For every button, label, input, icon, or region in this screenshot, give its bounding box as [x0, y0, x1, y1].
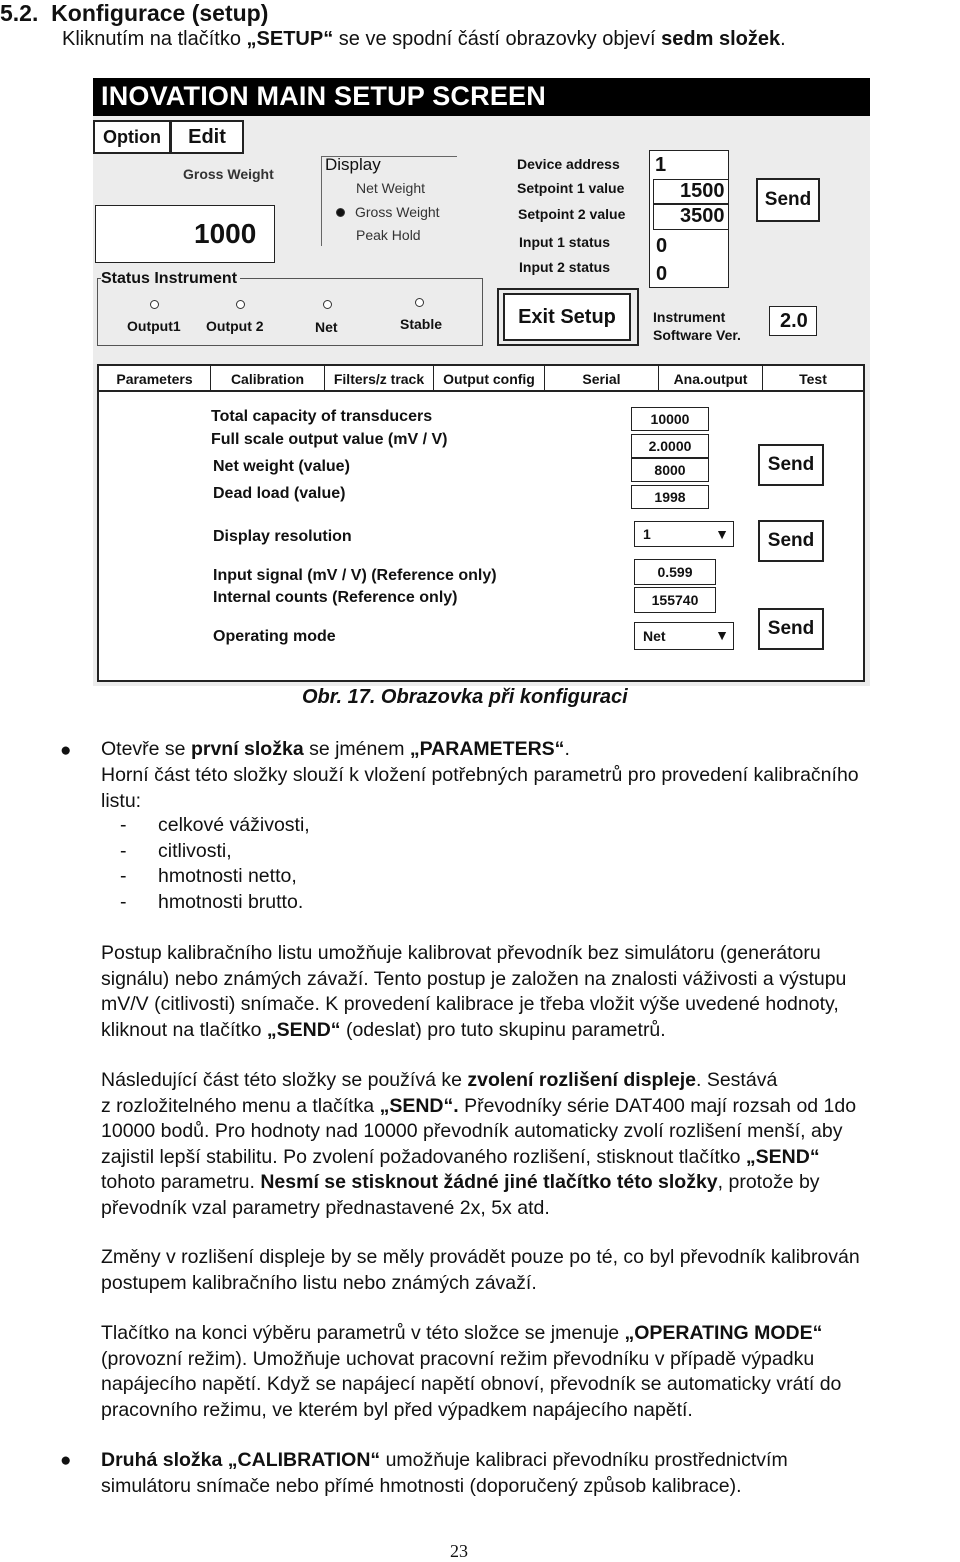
option-menu[interactable]: Option [93, 120, 171, 154]
p3-l2-pre: z rozložitelného menu a tlačítka [101, 1094, 380, 1117]
p2-l4-emph: „SEND“ [266, 1018, 341, 1041]
dash-3: - [120, 865, 127, 887]
bullet-dot-icon-2: ● [60, 1450, 72, 1471]
intro-text [62, 28, 786, 51]
intro-pre: Kliknutím na tlačítko [62, 28, 247, 50]
tab-output-config[interactable]: Output config [434, 366, 545, 392]
p3-l5-emph: Nesmí se stisknout žádné jiné tlačítko této složky [260, 1171, 718, 1193]
status-group [97, 278, 483, 346]
stable-indicator [415, 298, 424, 307]
output2-indicator [236, 300, 245, 309]
p2-line-1: Postup kalibračního listu umožňuje kalibrovat převodník bez simulátoru (generátoru [101, 942, 821, 964]
tab-calibration[interactable]: Calibration [211, 366, 325, 392]
full-scale-label: Full scale output value (mV / V) [211, 431, 448, 448]
input-signal-value: 0.599 [634, 559, 716, 585]
status-title: Status Instrument [101, 270, 240, 288]
dead-load-label: Dead load (value) [213, 485, 346, 502]
input2-status-label: Input 2 status [519, 259, 611, 275]
dash-1: - [120, 814, 127, 836]
setpoint1-label: Setpoint 1 value [517, 180, 625, 196]
operating-mode-label: Operating mode [213, 628, 336, 645]
intro-end: . [780, 28, 786, 50]
p5-line-4: pracovního režimu, ve kterém byl před výpadkem napájecího napětí. [101, 1398, 693, 1421]
input1-status-label: Input 1 status [519, 234, 611, 250]
internal-counts-value: 155740 [634, 587, 716, 613]
device-address-value[interactable]: 1 [655, 154, 667, 176]
upper-line-2: listu: [101, 789, 142, 812]
setup-screen-figure [93, 78, 870, 686]
dash-2: - [120, 840, 127, 862]
bullet2-emph1: Druhá složka [101, 1449, 223, 1471]
p5-line-1 [101, 1321, 951, 1347]
tab-test[interactable]: Test [799, 371, 827, 387]
device-address-label: Device address [517, 156, 620, 172]
p2-line-4 [101, 1018, 951, 1044]
p3-line-2 [101, 1094, 951, 1120]
p3-l5-end: , protože by [717, 1171, 820, 1193]
intro-button-name: „SETUP“ [246, 28, 334, 50]
p2-l4-end: (odeslat) pro tuto skupinu parametrů. [340, 1018, 666, 1041]
dead-load-value[interactable]: 1998 [631, 485, 709, 509]
input-signal-label: Input signal (mV / V) (Reference only) [213, 567, 497, 584]
display-title: Display [325, 155, 381, 174]
net-weight-value[interactable]: 8000 [631, 458, 709, 482]
dash-item-3: hmotnosti netto, [158, 865, 297, 887]
p3-line-6: převodník vzal parametry přednastavené 2x, 5x atd. [101, 1196, 550, 1219]
setpoint2-label: Setpoint 2 value [518, 206, 626, 222]
resolution-send-button[interactable]: Send [758, 520, 824, 562]
full-scale-value[interactable]: 2.0000 [631, 434, 709, 458]
p4-line-1: Změny v rozlišení displeje by se měly provádět pouze po té, co byl převodník kalibrován [101, 1246, 860, 1268]
bullet2-rest: umožňuje kalibraci převodníku prostřednictvím [380, 1449, 788, 1471]
p5-l1-emph: „OPERATING MODE“ [624, 1322, 823, 1344]
tab-parameters[interactable]: Parameters [99, 366, 211, 392]
paragraph-operating-mode [101, 1321, 951, 1423]
p5-l1-pre: Tlačítko na konci výběru parametrů v této složce se jmenuje [101, 1322, 625, 1344]
internal-counts-label: Internal counts (Reference only) [213, 589, 458, 606]
gross-weight-label: Gross Weight [183, 166, 274, 182]
p3-l1-emph: zvolení rozlišení displeje [467, 1069, 696, 1091]
p3-l2-emph: „SEND“. [379, 1094, 459, 1117]
p3-line-4 [101, 1145, 951, 1171]
net-label: Net [315, 319, 338, 335]
parameters-panel [97, 390, 865, 682]
operating-mode-dropdown-icon[interactable]: ▼ [715, 627, 729, 643]
p4-line-2: postupem kalibračního listu nebo známých závaží. [101, 1271, 537, 1294]
upper-line-1: Horní část této složky slouží k vložení potřebných parametrů pro provedení kalibračního [101, 764, 859, 786]
bullet2-text [101, 1448, 951, 1499]
display-option-peak[interactable]: Peak Hold [356, 227, 421, 243]
p2-line-2: signálu) nebo známých závaží. Tento postup je založen na znalosti váživosti a výstupu [101, 967, 847, 990]
p3-l4-pre: zajistil lepší stabilitu. Po zvolení požadovaného rozlišení, stisknout tlačítko [101, 1145, 746, 1168]
display-option-net[interactable]: Net Weight [356, 180, 425, 196]
paragraph-calibration-list [101, 941, 951, 1043]
p3-l2-end: Převodníky série DAT400 mají rozsah od 1do [458, 1094, 857, 1117]
tab-ana-output[interactable]: Ana.output [659, 366, 763, 392]
tab-serial[interactable]: Serial [545, 366, 659, 392]
screen-header [93, 78, 870, 116]
screen-title: INOVATION MAIN SETUP SCREEN [101, 81, 546, 111]
params-send-button[interactable]: Send [758, 444, 824, 486]
p3-l4-emph: „SEND“ [745, 1145, 820, 1168]
resolution-value: 1 [643, 526, 651, 542]
intro-emph: sedm složek [661, 28, 781, 50]
bullet1-text [101, 737, 951, 763]
bullet2-line-1 [101, 1448, 951, 1474]
exit-setup-button[interactable]: Exit Setup [503, 293, 631, 341]
input1-status-value: 0 [656, 235, 668, 257]
software-version: 2.0 [769, 306, 817, 336]
total-capacity-value[interactable]: 10000 [631, 407, 709, 431]
total-capacity-label: Total capacity of transducers [211, 408, 433, 425]
p3-line-1 [101, 1068, 951, 1094]
output2-label: Output 2 [206, 318, 264, 334]
resolution-select[interactable] [634, 521, 734, 547]
dash-item-2: citlivosti, [158, 840, 232, 862]
display-option-gross[interactable]: Gross Weight [355, 204, 440, 220]
paragraph-changes [101, 1245, 951, 1296]
software-label-1: Instrument [653, 309, 726, 325]
output1-indicator [150, 300, 159, 309]
resolution-dropdown-icon[interactable]: ▼ [715, 526, 729, 542]
dash-4: - [120, 891, 127, 913]
tab-filters[interactable]: Filters/z track [325, 366, 434, 392]
p3-l5-pre: tohoto parametru. [101, 1171, 261, 1193]
setpoint-send-button[interactable]: Send [756, 178, 820, 222]
p3-l1-pre: Následující část této složky se používá ke [101, 1069, 468, 1091]
net-weight-radio[interactable] [337, 178, 344, 185]
bullet1-end: . [564, 738, 570, 760]
gross-weight-radio[interactable] [336, 208, 345, 217]
p2-l4-pre: kliknout na tlačítko [101, 1018, 267, 1041]
p3-l1-end: . Sestává [696, 1069, 778, 1091]
p2-line-3: mV/V (citlivosti) snímače. K provedení kalibrace je třeba vložit výše uvedené hodnoty, [101, 993, 839, 1015]
input2-status-value: 0 [656, 263, 668, 285]
software-label-2: Software Ver. [653, 327, 741, 343]
intro-mid: se ve spodní částí obrazovky objeví [333, 28, 662, 50]
bullet1-pre: Otevře se [101, 738, 191, 760]
p3-line-5 [101, 1170, 951, 1196]
weight-value: 1000 [194, 218, 257, 249]
bullet1-mid: se jménem [303, 738, 410, 760]
operating-mode-value: Net [643, 628, 666, 644]
bullet1-emph2: „PARAMETERS“ [409, 738, 565, 760]
stable-label: Stable [400, 316, 443, 332]
figure-caption: Obr. 17. Obrazovka při konfiguraci [302, 686, 628, 708]
section-title: Konfigurace (setup) [51, 0, 269, 26]
dash-item-1: celkové váživosti, [158, 814, 310, 836]
edit-menu[interactable]: Edit [170, 120, 244, 154]
bullet-dot-icon: ● [60, 740, 72, 761]
bullet1-emph1: první složka [190, 738, 304, 760]
p3-line-3: 10000 bodů. Pro hodnoty nad 10000 převodník automaticky zvolí rozlišení menší, aby [101, 1120, 843, 1142]
page-number: 23 [450, 1541, 468, 1561]
weight-display [95, 205, 275, 263]
output1-label: Output1 [127, 318, 181, 334]
p5-line-2: (provozní režim). Umožňuje uchovat pracovní režim převodníku v případě výpadku [101, 1347, 815, 1370]
tab-bar [97, 364, 865, 392]
setpoint2-value[interactable]: 3500 [653, 204, 729, 230]
bullet2-emph2: „CALIBRATION“ [222, 1449, 381, 1471]
p5-line-3: napájecího napětí. Když se napájecí napětí obnoví, převodník se automaticky vrátí do [101, 1373, 842, 1395]
net-weight-label: Net weight (value) [213, 458, 350, 475]
paragraph-resolution [101, 1068, 951, 1221]
dash-item-4: hmotnosti brutto. [158, 891, 304, 913]
section-heading [0, 0, 268, 27]
display-resolution-label: Display resolution [213, 528, 352, 545]
bullet2-line-2: simulátoru snímače nebo přímé hmotnosti (doporučený způsob kalibrace). [101, 1474, 742, 1497]
operating-mode-select[interactable] [634, 622, 734, 650]
operating-mode-send-button[interactable]: Send [758, 608, 824, 650]
upper-part-paragraph [101, 763, 951, 814]
net-indicator [323, 300, 332, 309]
setpoint1-value[interactable]: 1500 [653, 179, 729, 204]
section-number: 5.2. [0, 0, 39, 26]
